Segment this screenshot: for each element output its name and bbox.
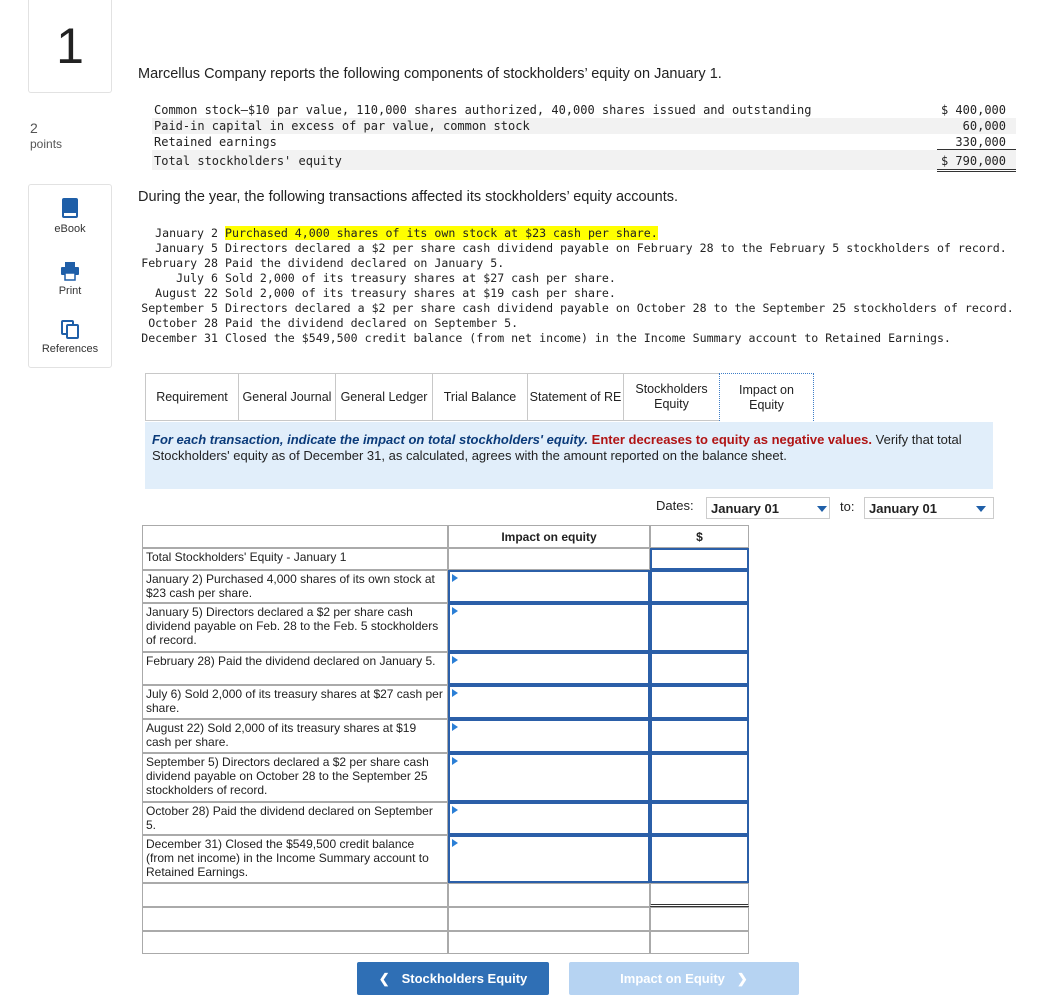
worksheet-row-label: February 28) Paid the dividend declared on January 5. [142, 652, 448, 685]
next-tab-button[interactable] [569, 962, 799, 995]
transaction [138, 241, 1014, 256]
impact-select[interactable] [448, 685, 650, 719]
transaction-text: Paid the dividend declared on September 5. [224, 316, 519, 330]
amount-input[interactable] [650, 802, 749, 835]
references-button[interactable] [29, 319, 111, 355]
amount-input[interactable] [650, 652, 749, 685]
tab-general-ledger[interactable]: General Ledger [335, 373, 433, 421]
instructions-main: For each transaction, indicate the impact on total stockholders' equity. [152, 432, 589, 447]
chevron-left-icon: ❮ [378, 970, 390, 986]
blank-row [650, 883, 749, 907]
intro-text: Marcellus Company reports the following components of stockholders’ equity on January 1. [138, 66, 722, 82]
instructions-box [145, 422, 993, 489]
amount-input[interactable] [650, 719, 749, 753]
tab-impact-on-equity[interactable]: Impact on Equity [719, 373, 814, 421]
transaction-date: January 2 [155, 226, 218, 240]
equity-value: $ 400,000 [940, 103, 1006, 117]
during-text: During the year, the following transactions affected its stockholders’ equity accounts. [138, 189, 679, 205]
impact-select[interactable] [448, 652, 650, 685]
date-to-select[interactable] [864, 497, 994, 519]
chevron-right-icon: ❯ [736, 970, 748, 986]
instructions-warning: Enter decreases to equity as negative values. [591, 432, 873, 447]
header-impact: Impact on equity [448, 525, 650, 548]
points-label: points [30, 137, 63, 151]
transaction-date: October 28 [148, 316, 218, 330]
equity-row [152, 118, 1016, 134]
impact-cell [448, 548, 650, 570]
blank-row [650, 931, 749, 954]
dropdown-icon [452, 574, 458, 582]
transaction [138, 331, 1014, 346]
transaction-date: December 31 [141, 331, 218, 345]
impact-select[interactable] [448, 753, 650, 802]
question-number: 1 [28, 0, 112, 93]
impact-select[interactable] [448, 802, 650, 835]
equity-label: Paid-in capital in excess of par value, common stock [154, 119, 530, 133]
transaction [138, 301, 1014, 316]
blank-row [650, 907, 749, 931]
amount-input[interactable] [650, 835, 749, 883]
references-label: References [41, 343, 99, 355]
chevron-down-icon [976, 506, 986, 512]
date-from-value: January 01 [711, 501, 779, 516]
copy-icon [60, 319, 80, 339]
print-button[interactable] [29, 261, 111, 297]
tab-trial-balance[interactable]: Trial Balance [432, 373, 528, 421]
worksheet-row-label: July 6) Sold 2,000 of its treasury shares at $27 cash per share. [142, 685, 448, 719]
printer-icon [60, 261, 80, 281]
amount-input[interactable] [650, 548, 749, 570]
equity-value: 60,000 [962, 119, 1006, 133]
blank-row [448, 883, 650, 907]
equity-label: Common stock—$10 par value, 110,000 shares authorized, 40,000 shares issued and outstanding [154, 103, 812, 117]
transaction [138, 271, 1014, 286]
transaction-text: Paid the dividend declared on January 5. [224, 256, 505, 270]
tab-general-journal[interactable]: General Journal [238, 373, 336, 421]
worksheet-row-label: September 5) Directors declared a $2 per share cash dividend payable on October 28 to the September 25 stockholders of record. [142, 753, 448, 802]
transaction-text: Sold 2,000 of its treasury shares at $27 cash per share. [224, 271, 616, 285]
equity-value: 330,000 [955, 135, 1006, 149]
tab-requirement[interactable]: Requirement [145, 373, 239, 421]
impact-select[interactable] [448, 570, 650, 603]
ebook-button[interactable] [29, 197, 111, 235]
print-label: Print [58, 285, 82, 297]
equity-row [152, 102, 1016, 118]
equity-row [152, 150, 1016, 170]
dropdown-icon [452, 607, 458, 615]
amount-input[interactable] [650, 685, 749, 719]
dropdown-icon [452, 806, 458, 814]
transaction-date: February 28 [141, 256, 218, 270]
requirement-tabs [145, 373, 813, 421]
equity-label: Total stockholders' equity [154, 154, 342, 168]
prev-tab-button[interactable] [357, 962, 549, 995]
blank-row [448, 931, 650, 954]
points-value: 2 [30, 120, 38, 136]
transaction-text: Directors declared a $2 per share cash dividend payable on February 28 to the February 5 stockholders of record. [224, 241, 1007, 255]
next-tab-label: Impact on Equity [620, 971, 725, 986]
blank-row [142, 931, 448, 954]
blank-row [142, 883, 448, 907]
amount-input[interactable] [650, 753, 749, 802]
transaction [138, 226, 1014, 241]
transaction-text: Closed the $549,500 credit balance (from net income) in the Income Summary account to Retained Earnings. [224, 331, 951, 345]
tab-statement-of-re[interactable]: Statement of RE [527, 373, 624, 421]
equity-row [152, 134, 1016, 150]
transaction [138, 256, 1014, 271]
blank-row [142, 907, 448, 931]
transaction [138, 286, 1014, 301]
equity-value: $ 790,000 [940, 154, 1006, 168]
transaction-date: January 5 [155, 241, 218, 255]
amount-input[interactable] [650, 570, 749, 603]
transaction-date: July 6 [176, 271, 218, 285]
dropdown-icon [452, 723, 458, 731]
worksheet-row-label: January 5) Directors declared a $2 per share cash dividend payable on Feb. 28 to the Feb. 5 stockholders of record. [142, 603, 448, 652]
worksheet-row-label: December 31) Closed the $549,500 credit balance (from net income) in the Income Summary account to Retained Earnings. [142, 835, 448, 883]
chevron-down-icon [817, 506, 827, 512]
date-to-value: January 01 [869, 501, 937, 516]
date-from-select[interactable] [706, 497, 830, 519]
header-currency: $ [650, 525, 749, 548]
impact-select[interactable] [448, 719, 650, 753]
worksheet-row-label: October 28) Paid the dividend declared on September 5. [142, 802, 448, 835]
instructions-rest: Verify that total Stockholders' equity as of December 31, as calculated, agrees with the amount reported on the balance sheet. [152, 432, 962, 463]
prev-tab-label: Stockholders Equity [401, 971, 528, 986]
book-icon [61, 197, 79, 219]
transaction-date: August 22 [155, 286, 218, 300]
equity-label: Retained earnings [154, 135, 277, 149]
equity-table [152, 102, 1016, 170]
worksheet-row-label: Total Stockholders' Equity - January 1 [142, 548, 448, 570]
transaction-text: Sold 2,000 of its treasury shares at $19 cash per share. [224, 286, 616, 300]
points-info [30, 120, 62, 152]
tools-panel [28, 184, 112, 368]
dates-label: Dates: [656, 498, 694, 513]
worksheet-row-label: January 2) Purchased 4,000 shares of its own stock at $23 cash per share. [142, 570, 448, 603]
tab-stockholders-equity[interactable]: Stockholders Equity [623, 373, 720, 421]
transaction-text: Directors declared a $2 per share cash dividend payable on October 28 to the September 25 stockholders of record. [224, 301, 1014, 315]
amount-input[interactable] [650, 603, 749, 652]
impact-select[interactable] [448, 835, 650, 883]
blank-row [448, 907, 650, 931]
dropdown-icon [452, 757, 458, 765]
impact-select[interactable] [448, 603, 650, 652]
worksheet-row-label: August 22) Sold 2,000 of its treasury shares at $19 cash per share. [142, 719, 448, 753]
header-blank [142, 525, 448, 548]
transaction [138, 316, 1014, 331]
transactions-list [138, 226, 1014, 346]
ebook-label: eBook [54, 223, 86, 235]
transaction-text: Purchased 4,000 shares of its own stock at $23 cash per share. [224, 226, 658, 240]
dropdown-icon [452, 656, 458, 664]
transaction-date: September 5 [141, 301, 218, 315]
dates-to-label: to: [840, 499, 855, 514]
dropdown-icon [452, 689, 458, 697]
dropdown-icon [452, 839, 458, 847]
